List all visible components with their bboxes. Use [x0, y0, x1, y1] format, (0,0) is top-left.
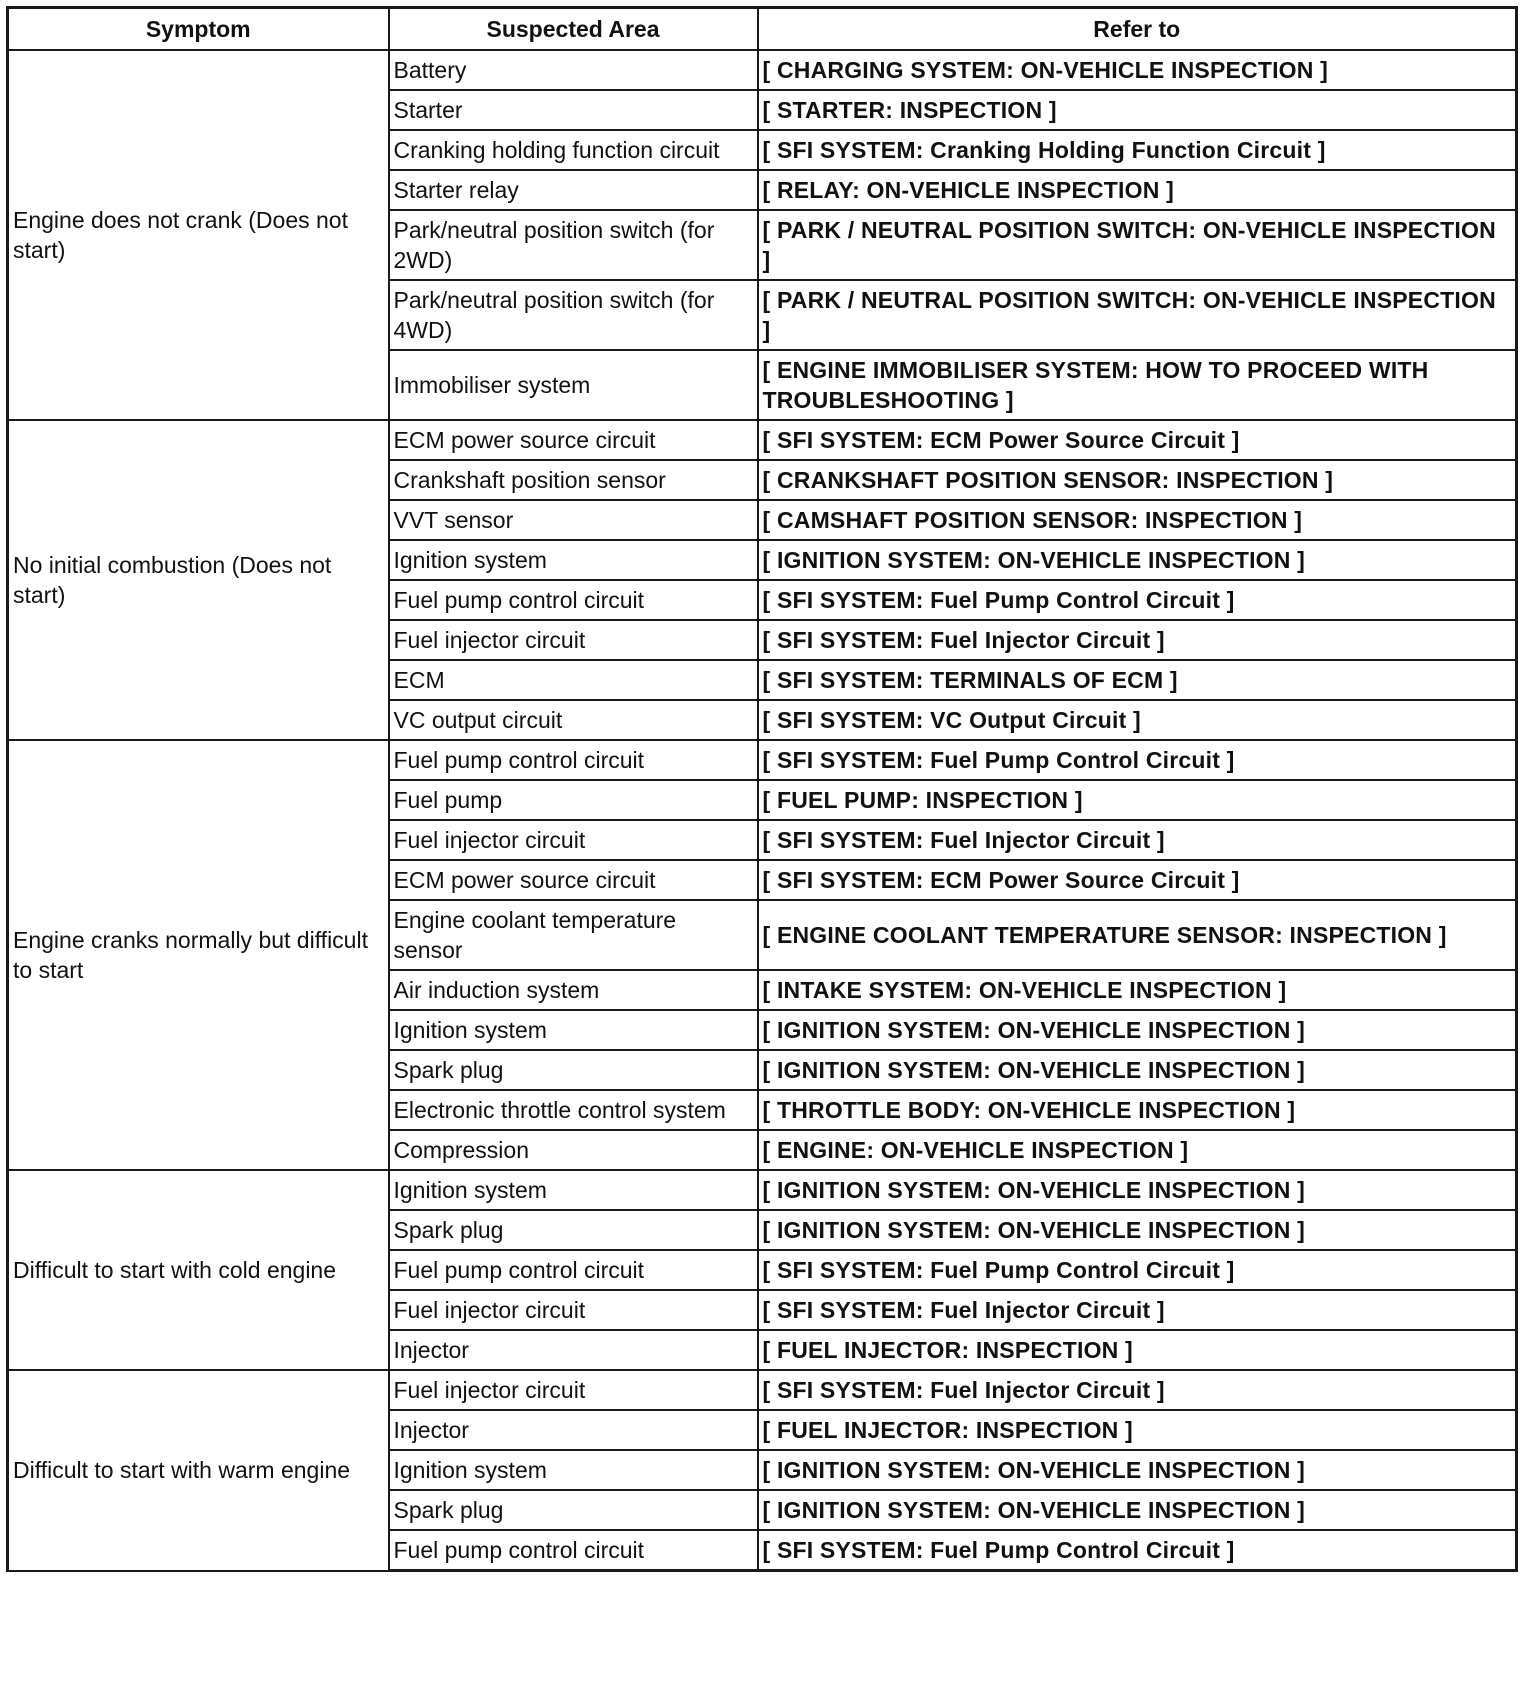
header-row	[8, 8, 1517, 51]
refer-to-cell: [ ENGINE: ON-VEHICLE INSPECTION ]	[758, 1130, 1517, 1170]
suspected-area-cell: Crankshaft position sensor	[389, 460, 758, 500]
table-row	[8, 1170, 1517, 1210]
suspected-area-cell: Starter relay	[389, 170, 758, 210]
refer-to-cell: [ SFI SYSTEM: VC Output Circuit ]	[758, 700, 1517, 740]
suspected-area-cell: ECM power source circuit	[389, 420, 758, 460]
suspected-area-cell: Compression	[389, 1130, 758, 1170]
refer-to-cell: [ IGNITION SYSTEM: ON-VEHICLE INSPECTION ]	[758, 1050, 1517, 1090]
suspected-area-cell: Ignition system	[389, 1010, 758, 1050]
suspected-area-cell: Fuel pump control circuit	[389, 1530, 758, 1571]
refer-to-cell: [ SFI SYSTEM: ECM Power Source Circuit ]	[758, 860, 1517, 900]
troubleshooting-table-container	[6, 6, 1518, 1572]
suspected-area-cell: Fuel injector circuit	[389, 1370, 758, 1410]
refer-to-cell: [ SFI SYSTEM: Fuel Injector Circuit ]	[758, 1370, 1517, 1410]
refer-to-cell: [ PARK / NEUTRAL POSITION SWITCH: ON-VEHICLE INSPECTION ]	[758, 210, 1517, 280]
suspected-area-cell: Spark plug	[389, 1210, 758, 1250]
refer-to-cell: [ STARTER: INSPECTION ]	[758, 90, 1517, 130]
symptom-cell: Engine does not crank (Does not start)	[8, 50, 389, 420]
suspected-area-cell: Spark plug	[389, 1050, 758, 1090]
header-refer-to: Refer to	[758, 8, 1517, 51]
refer-to-cell: [ FUEL PUMP: INSPECTION ]	[758, 780, 1517, 820]
refer-to-cell: [ CHARGING SYSTEM: ON-VEHICLE INSPECTION ]	[758, 50, 1517, 90]
refer-to-cell: [ SFI SYSTEM: TERMINALS OF ECM ]	[758, 660, 1517, 700]
refer-to-cell: [ SFI SYSTEM: Fuel Injector Circuit ]	[758, 820, 1517, 860]
refer-to-cell: [ CAMSHAFT POSITION SENSOR: INSPECTION ]	[758, 500, 1517, 540]
refer-to-cell: [ ENGINE IMMOBILISER SYSTEM: HOW TO PROCEED WITH TROUBLESHOOTING ]	[758, 350, 1517, 420]
suspected-area-cell: Electronic throttle control system	[389, 1090, 758, 1130]
refer-to-cell: [ INTAKE SYSTEM: ON-VEHICLE INSPECTION ]	[758, 970, 1517, 1010]
refer-to-cell: [ THROTTLE BODY: ON-VEHICLE INSPECTION ]	[758, 1090, 1517, 1130]
refer-to-cell: [ SFI SYSTEM: Fuel Pump Control Circuit ]	[758, 1530, 1517, 1571]
refer-to-cell: [ FUEL INJECTOR: INSPECTION ]	[758, 1330, 1517, 1370]
refer-to-cell: [ IGNITION SYSTEM: ON-VEHICLE INSPECTION ]	[758, 1010, 1517, 1050]
refer-to-cell: [ IGNITION SYSTEM: ON-VEHICLE INSPECTION ]	[758, 1490, 1517, 1530]
suspected-area-cell: Fuel pump control circuit	[389, 1250, 758, 1290]
suspected-area-cell: VC output circuit	[389, 700, 758, 740]
refer-to-cell: [ SFI SYSTEM: Cranking Holding Function Circuit ]	[758, 130, 1517, 170]
refer-to-cell: [ PARK / NEUTRAL POSITION SWITCH: ON-VEHICLE INSPECTION ]	[758, 280, 1517, 350]
refer-to-cell: [ SFI SYSTEM: Fuel Pump Control Circuit ]	[758, 1250, 1517, 1290]
suspected-area-cell: Park/neutral position switch (for 2WD)	[389, 210, 758, 280]
refer-to-cell: [ FUEL INJECTOR: INSPECTION ]	[758, 1410, 1517, 1450]
table-header	[8, 8, 1517, 51]
table-row	[8, 420, 1517, 460]
refer-to-cell: [ IGNITION SYSTEM: ON-VEHICLE INSPECTION ]	[758, 540, 1517, 580]
refer-to-cell: [ SFI SYSTEM: Fuel Injector Circuit ]	[758, 1290, 1517, 1330]
suspected-area-cell: Ignition system	[389, 1450, 758, 1490]
table-row	[8, 740, 1517, 780]
refer-to-cell: [ SFI SYSTEM: Fuel Injector Circuit ]	[758, 620, 1517, 660]
suspected-area-cell: Spark plug	[389, 1490, 758, 1530]
suspected-area-cell: Immobiliser system	[389, 350, 758, 420]
refer-to-cell: [ ENGINE COOLANT TEMPERATURE SENSOR: INSPECTION ]	[758, 900, 1517, 970]
refer-to-cell: [ IGNITION SYSTEM: ON-VEHICLE INSPECTION ]	[758, 1170, 1517, 1210]
suspected-area-cell: Ignition system	[389, 1170, 758, 1210]
suspected-area-cell: Fuel pump	[389, 780, 758, 820]
refer-to-cell: [ SFI SYSTEM: Fuel Pump Control Circuit ]	[758, 580, 1517, 620]
refer-to-cell: [ IGNITION SYSTEM: ON-VEHICLE INSPECTION ]	[758, 1210, 1517, 1250]
suspected-area-cell: Injector	[389, 1410, 758, 1450]
table-row	[8, 1370, 1517, 1410]
suspected-area-cell: Fuel injector circuit	[389, 1290, 758, 1330]
symptom-table	[6, 6, 1518, 1572]
table-row	[8, 50, 1517, 90]
suspected-area-cell: Air induction system	[389, 970, 758, 1010]
suspected-area-cell: Fuel injector circuit	[389, 620, 758, 660]
suspected-area-cell: ECM power source circuit	[389, 860, 758, 900]
suspected-area-cell: Cranking holding function circuit	[389, 130, 758, 170]
suspected-area-cell: Injector	[389, 1330, 758, 1370]
suspected-area-cell: ECM	[389, 660, 758, 700]
header-symptom: Symptom	[8, 8, 389, 51]
suspected-area-cell: VVT sensor	[389, 500, 758, 540]
suspected-area-cell: Ignition system	[389, 540, 758, 580]
suspected-area-cell: Park/neutral position switch (for 4WD)	[389, 280, 758, 350]
suspected-area-cell: Fuel injector circuit	[389, 820, 758, 860]
header-suspected-area: Suspected Area	[389, 8, 758, 51]
refer-to-cell: [ CRANKSHAFT POSITION SENSOR: INSPECTION ]	[758, 460, 1517, 500]
table-body	[8, 50, 1517, 1571]
symptom-cell: Difficult to start with cold engine	[8, 1170, 389, 1370]
refer-to-cell: [ IGNITION SYSTEM: ON-VEHICLE INSPECTION ]	[758, 1450, 1517, 1490]
symptom-cell: Difficult to start with warm engine	[8, 1370, 389, 1571]
refer-to-cell: [ SFI SYSTEM: Fuel Pump Control Circuit ]	[758, 740, 1517, 780]
suspected-area-cell: Fuel pump control circuit	[389, 580, 758, 620]
suspected-area-cell: Fuel pump control circuit	[389, 740, 758, 780]
symptom-cell: No initial combustion (Does not start)	[8, 420, 389, 740]
refer-to-cell: [ RELAY: ON-VEHICLE INSPECTION ]	[758, 170, 1517, 210]
suspected-area-cell: Starter	[389, 90, 758, 130]
suspected-area-cell: Battery	[389, 50, 758, 90]
symptom-cell: Engine cranks normally but difficult to start	[8, 740, 389, 1170]
suspected-area-cell: Engine coolant temperature sensor	[389, 900, 758, 970]
refer-to-cell: [ SFI SYSTEM: ECM Power Source Circuit ]	[758, 420, 1517, 460]
